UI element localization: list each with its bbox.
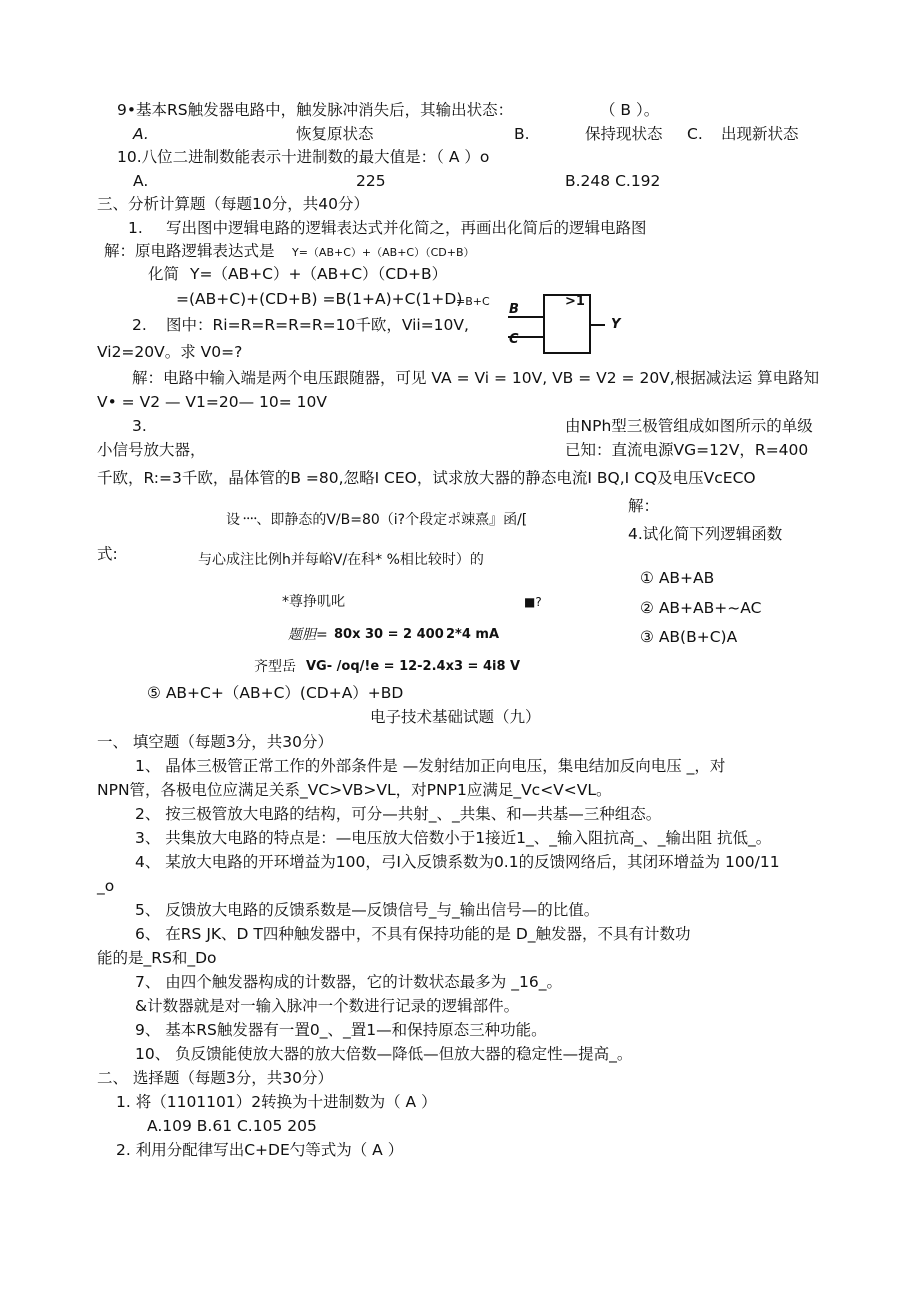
problem1-text: 写出图中逻辑电路的逻辑表达式并化简之，再画出化简后的逻辑电路图	[166, 219, 647, 237]
scanned-solution-line2: 与心成注比例h并每峪V/在科* %相比较时）的	[198, 552, 484, 568]
fill-1-line1: 1、 晶体三极管正常工作的外部条件是 —发射结加正向电压，集电结加反向电压 _，对	[135, 757, 726, 775]
q9-option-c: 出现新状态	[721, 125, 799, 143]
solution2-line2: V• = V2 — V1=20— 10= 10V	[97, 393, 327, 411]
simplify-step2: =(AB+C)+(CD+B) =B(1+A)+C(1+D)	[176, 290, 463, 308]
scanned-solution-line3: *尊挣叽叱	[282, 594, 345, 610]
q9-option-b: 保持现状态	[585, 125, 663, 143]
problem1-number: 1.	[128, 219, 143, 237]
gate-output-label: Y	[611, 317, 621, 332]
choice-1-options: A.109 B.61 C.105 205	[147, 1117, 317, 1135]
fill-1-line2: NPN管，各极电位应满足关系_VC>VB>VL，对PNP1应满足_Vc<V<VL。	[97, 781, 612, 799]
q9-option-a: 恢复原状态	[296, 125, 374, 143]
solution1-expression: Y=（AB+C）+（AB+C）（CD+B）	[292, 246, 475, 259]
scanned-ic-result: 2*4 mA	[446, 627, 500, 642]
paper9-section2-title: 二、 选择题（每题3分，共30分）	[97, 1069, 334, 1087]
function-1: ① AB+AB	[640, 569, 715, 587]
q10-stem: 10.八位二进制数能表示十进制数的最大值是：（ A ）o	[117, 148, 490, 166]
fill-7: 7、 由四个触发器构成的计数器，它的计数状态最多为 _16_。	[135, 973, 562, 991]
simplify-label: 化简	[148, 265, 180, 283]
q10-option-a: 225	[356, 172, 386, 190]
function-2: ② AB+AB+~AC	[640, 599, 762, 617]
section3-title: 三、分析计算题（每题10分，共40分）	[97, 195, 369, 213]
simplify-expression: Y=（AB+C）+（AB+C）（CD+B）	[190, 265, 448, 283]
scanned-solution-line1: 设᠁、即静态的V/B=80（i?个段定ポ竦熹』函/[	[226, 512, 528, 528]
scanned-mark: ■?	[524, 595, 542, 609]
fill-10: 10、 负反馈能使放大器的放大倍数—降低—但放大器的稳定性—提高_。	[135, 1045, 633, 1063]
paper9-section1-title: 一、 填空题（每题3分，共30分）	[97, 733, 334, 751]
gate-input-b-label: B	[509, 302, 519, 317]
fill-6-line2: 能的是_RS和_Do	[97, 949, 217, 967]
problem4-title: 4.试化简下列逻辑函数	[628, 525, 783, 543]
fill-4-line1: 4、 某放大电路的开环增益为100，弓I入反馈系数为0.1的反馈网络后，其闭环增益为 100/11	[135, 853, 780, 871]
q9-answer: （ B ）。	[600, 101, 660, 119]
fill-9: 9、 基本RS触发器有一置0_、_置1—和保持原态三种功能。	[135, 1021, 547, 1039]
q9-stem: 9•基本RS触发器电路中，触发脉冲消失后，其输出状态：	[117, 101, 514, 119]
fill-6-line1: 6、 在RS JK、D T四种触发器中，不具有保持功能的是 D_触发器，不具有计数功	[135, 925, 691, 943]
gate-input-c-label: C	[509, 332, 519, 347]
fill-5: 5、 反馈放大电路的反馈系数是—反馈信号_与_输出信号—的比值。	[135, 901, 600, 919]
problem2-text-cont: Vi2=20V。求 V0=?	[97, 343, 243, 361]
problem3-text-line3: 千欧，R:=3千欧，晶体管的B =80,忽略I CEO，试求放大器的静态电流I BQ,I CQ及电压VcECO	[97, 469, 756, 487]
problem3-text-right2: 已知：直流电源VG=12V，R=400	[565, 441, 809, 459]
solution3-label: 解：	[628, 497, 660, 515]
q9-option-a-label: A.	[133, 125, 149, 143]
problem2-text: 图中：Ri=R=R=R=R=10千欧，Vii=10V,	[166, 316, 469, 334]
choice-1: 1. 将（1101101）2转换为十进制数为（ A ）	[116, 1093, 437, 1111]
fill-3: 3、 共集放大电路的特点是：—电压放大倍数小于1接近1_、_输入阻抗高_、_输出阻 抗低_。	[135, 829, 772, 847]
scanned-vce-label: 齐型岳	[254, 659, 296, 675]
fill-2: 2、 按三极管放大电路的结构，可分—共射_、_共集、和—共基—三种组态。	[135, 805, 662, 823]
problem2-number: 2.	[132, 316, 147, 334]
function-3: ③ AB(B+C)A	[640, 628, 738, 646]
function-5: ⑤ AB+C+（AB+C）(CD+A）+BD	[147, 684, 404, 702]
q9-option-c-label: C.	[687, 125, 703, 143]
scanned-ib-label: 题胆=	[288, 627, 328, 643]
fill-8: &计数器就是对一输入脉冲一个数进行记录的逻辑部件。	[135, 997, 520, 1015]
or-gate-symbol: >1	[565, 294, 585, 309]
problem3-text-left2: 小信号放大器，	[97, 441, 206, 459]
problem3-number: 3.	[132, 417, 147, 435]
gate-output-line	[589, 324, 605, 326]
q9-option-b-label: B.	[514, 125, 530, 143]
solution1-prefix: 解：原电路逻辑表达式是	[104, 242, 275, 260]
scanned-ic-calc: 80x 30 = 2 400	[334, 627, 444, 642]
fill-4-line2: _o	[97, 877, 115, 895]
choice-2: 2. 利用分配律写出C+DE勺等式为（ A ）	[116, 1141, 404, 1159]
simplify-result: =B+C	[456, 295, 490, 308]
scanned-vce-calc: VG- /oq/!e = 12-2.4x3 = 4i8 V	[306, 659, 521, 674]
scanned-shi: 式:	[97, 545, 118, 563]
q10-option-bc: B.248 C.192	[565, 172, 661, 190]
q10-option-a-label: A.	[133, 172, 149, 190]
problem3-text-right1: 由NPh型三极管组成如图所示的单级	[565, 417, 813, 435]
paper9-title: 电子技术基础试题（九）	[370, 708, 541, 726]
solution2-line1: 解：电路中输入端是两个电压跟随器，可见 VA = Vi = 10V, VB = V2 = 20V,根据减法运 算电路知	[132, 369, 820, 387]
